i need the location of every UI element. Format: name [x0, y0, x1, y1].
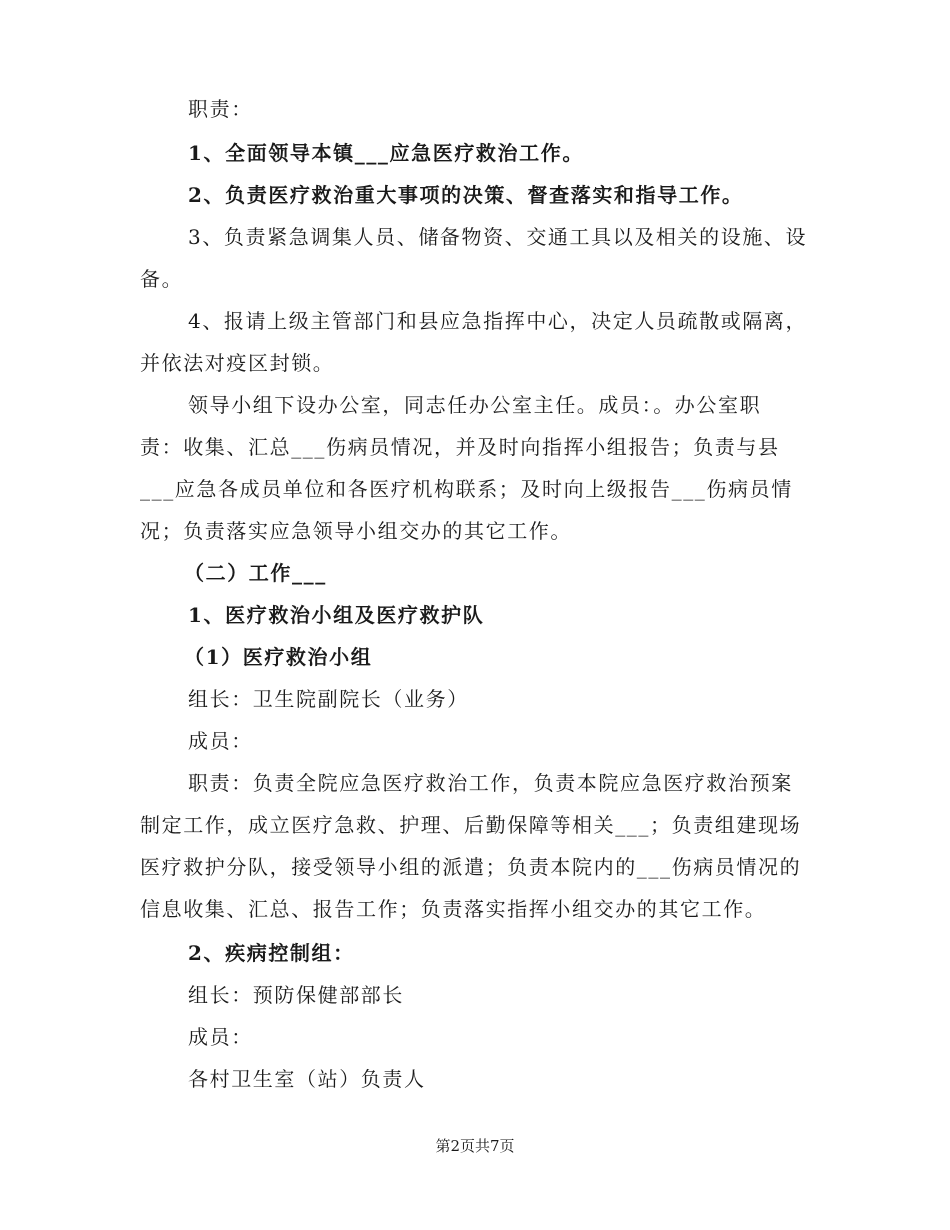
- paragraph-line: 职责：: [188, 97, 253, 121]
- paragraph-line: 成员：: [188, 1025, 253, 1049]
- paragraph-line: 各村卫生室（站）负责人: [188, 1067, 426, 1091]
- paragraph-line: 领导小组下设办公室，同志任办公室主任。成员：。办公室职: [188, 393, 762, 417]
- paragraph-line: ___应急各成员单位和各医疗机构联系；及时向上级报告___伤病员情: [140, 477, 793, 501]
- paragraph-line: 组长：预防保健部部长: [188, 983, 404, 1007]
- section-heading: （1）医疗救治小组: [184, 645, 373, 669]
- section-heading: （二）工作___: [184, 561, 327, 585]
- paragraph-line: 3、负责紧急调集人员、储备物资、交通工具以及相关的设施、设: [188, 225, 808, 249]
- paragraph-line: 并依法对疫区封锁。: [140, 351, 335, 375]
- paragraph-line: 组长：卫生院副院长（业务）: [188, 687, 469, 711]
- section-heading: 1、医疗救治小组及医疗救护队: [188, 603, 485, 627]
- page-number-footer: 第2页共7页: [435, 1137, 515, 1155]
- paragraph-line: 职责：负责全院应急医疗救治工作，负责本院应急医疗救治预案: [188, 771, 793, 795]
- section-heading: 2、疾病控制组：: [188, 941, 355, 965]
- paragraph-line: 信息收集、汇总、报告工作；负责落实指挥小组交办的其它工作。: [140, 897, 767, 921]
- paragraph-line: 制定工作，成立医疗急救、护理、后勤保障等相关___；负责组建现场: [140, 813, 802, 837]
- paragraph-line: 责：收集、汇总___伤病员情况，并及时向指挥小组报告；负责与县: [140, 435, 780, 459]
- paragraph-line: 4、报请上级主管部门和县应急指挥中心，决定人员疏散或隔离，: [188, 309, 808, 333]
- paragraph-line: 况；负责落实应急领导小组交办的其它工作。: [140, 519, 572, 543]
- paragraph-line: 2、负责医疗救治重大事项的决策、督查落实和指导工作。: [188, 183, 744, 207]
- paragraph-line: 医疗救护分队，接受领导小组的派遣；负责本院内的___伤病员情况的: [140, 855, 802, 879]
- paragraph-line: 1、全面领导本镇___应急医疗救治工作。: [188, 141, 584, 165]
- paragraph-line: 备。: [140, 267, 184, 291]
- paragraph-line: 成员：: [188, 729, 253, 753]
